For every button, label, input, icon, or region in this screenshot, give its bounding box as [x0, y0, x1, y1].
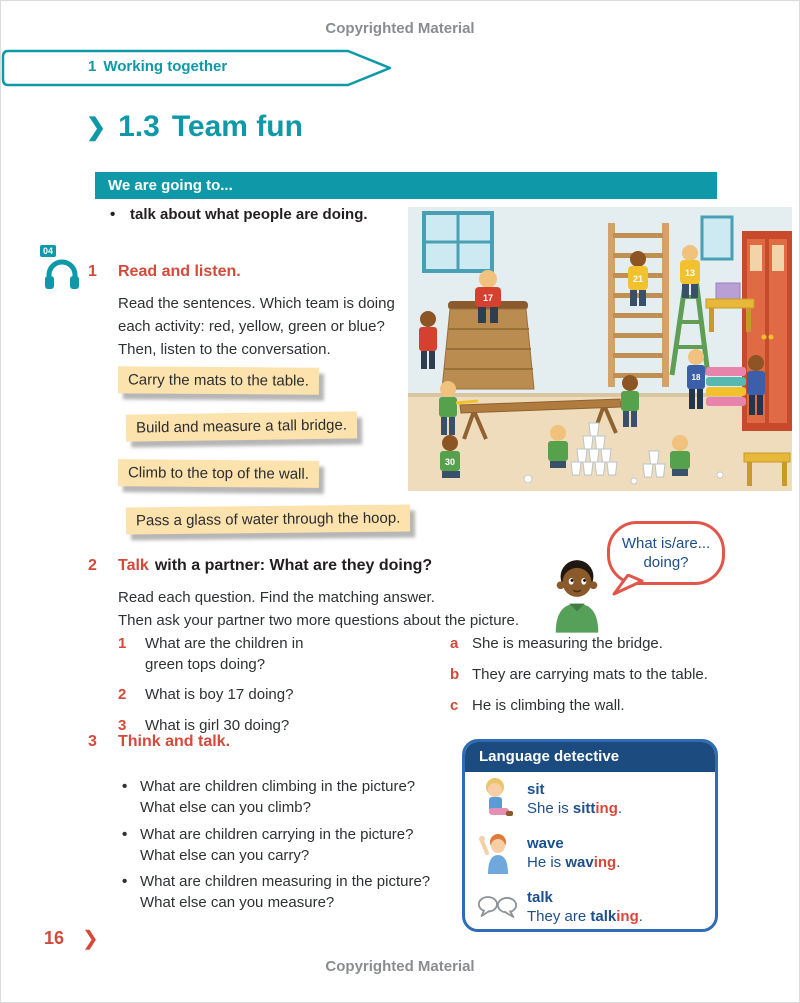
activity2-verb: Talk — [118, 557, 149, 574]
detective-entry — [465, 826, 715, 880]
copyright-top: Copyrighted Material — [325, 20, 475, 37]
boy-character — [548, 553, 606, 638]
sentence-strip: Carry the mats to the table. — [118, 366, 319, 394]
svg-text:13: 13 — [684, 268, 696, 278]
unit-title: Working together — [103, 58, 228, 75]
kneeling-kid-green-30 — [440, 435, 460, 478]
speech-bubble — [607, 521, 725, 585]
activity3-number: 3 — [88, 733, 97, 750]
detective-sentence: They are talking. — [527, 907, 643, 925]
language-detective-box — [462, 739, 718, 932]
audio-track-icon — [42, 246, 86, 295]
think-bullet: • What are children carrying in the picture? What else can you carry? — [122, 824, 413, 866]
page-number: 16 — [44, 928, 65, 948]
bullet-icon — [122, 776, 140, 818]
activity1-instructions: Read the sentences. Which team is doing each activity: red, yellow, green or blue? Then, listen to the conversation. — [118, 295, 395, 358]
headphones-icon — [42, 255, 82, 291]
window-right — [702, 217, 732, 259]
answer-item: a She is measuring the bridge. — [450, 635, 663, 652]
unit-number: 1 — [88, 58, 97, 75]
svg-text:17: 17 — [482, 293, 494, 303]
bullet-icon — [122, 871, 140, 913]
sentence-strip: Pass a glass of water through the hoop. — [126, 505, 411, 535]
activity1-title: Read and listen. — [118, 263, 241, 280]
sentence-strip: Build and measure a tall bridge. — [126, 411, 357, 441]
svg-text:30: 30 — [444, 457, 456, 467]
paper-ball — [631, 478, 637, 484]
paper-ball — [524, 475, 532, 483]
window-left — [424, 213, 492, 271]
answer-item: b They are carrying mats to the table. — [450, 666, 708, 683]
activity-scene-illustration — [408, 207, 792, 496]
activity2-title: with a partner: What are they doing? — [154, 557, 433, 574]
lesson-number: 1.3 — [118, 110, 160, 143]
detective-word: sit — [527, 780, 545, 798]
language-detective-title: Language detective — [465, 742, 715, 772]
question-item: 2 What is boy 17 doing? — [118, 686, 294, 703]
lesson-name: Team fun — [171, 110, 303, 143]
paper-ball — [717, 472, 723, 478]
vault-box — [442, 301, 534, 389]
cup-kid-green — [548, 425, 568, 468]
lesson-title — [86, 110, 303, 144]
goals-bullet-text: talk about what people are doing. — [130, 206, 368, 223]
detective-word: talk — [527, 888, 553, 906]
goals-banner: We are going to... — [95, 172, 717, 199]
goals-bullet — [110, 206, 368, 223]
activity1-heading — [88, 263, 241, 281]
speech-bubble-text: What is/are... doing? — [621, 535, 711, 571]
bullet-icon — [110, 206, 130, 223]
question-item: 1 What are the children in green tops doing? — [118, 635, 304, 673]
question-item: 3 What is girl 30 doing? — [118, 717, 290, 734]
gym-scene — [408, 207, 792, 491]
answer-item: c He is climbing the wall. — [450, 697, 625, 714]
detective-sentence: He is waving. — [527, 853, 621, 871]
unit-tab — [88, 58, 227, 75]
detective-sentence: She is sitting. — [527, 799, 623, 817]
think-bullet: • What are children measuring in the picture? What else can you measure? — [122, 871, 430, 913]
activity1-number: 1 — [88, 263, 97, 280]
audio-track-number: 04 — [40, 245, 56, 257]
activity3-title: Think and talk. — [118, 733, 231, 750]
copyright-bottom: Copyrighted Material — [325, 958, 475, 975]
speech-bubbles-icon — [477, 893, 517, 921]
detective-entry — [465, 880, 715, 932]
waving-boy-icon — [477, 831, 517, 875]
sentence-strip: Climb to the top of the wall. — [118, 459, 319, 488]
activity2-number: 2 — [88, 557, 97, 574]
activity2-heading — [88, 557, 432, 575]
activity2-instructions: Read each question. Find the matching answer. Then ask your partner two more questions about the picture. — [118, 589, 520, 629]
activity3-heading — [88, 733, 230, 751]
think-bullet: • What are children climbing in the picture? What else can you climb? — [122, 776, 415, 818]
page-chevron-icon: ❯ — [82, 928, 99, 950]
chevron-icon: ❯ — [86, 113, 107, 141]
bullet-icon — [122, 824, 140, 866]
detective-word: wave — [527, 834, 564, 852]
speech-bubble-tail — [612, 574, 644, 596]
svg-text:21: 21 — [632, 274, 644, 284]
cup-kid-green-2 — [670, 435, 690, 476]
sitting-girl-icon — [477, 777, 517, 821]
detective-entry — [465, 772, 715, 826]
svg-text:18: 18 — [691, 373, 701, 382]
